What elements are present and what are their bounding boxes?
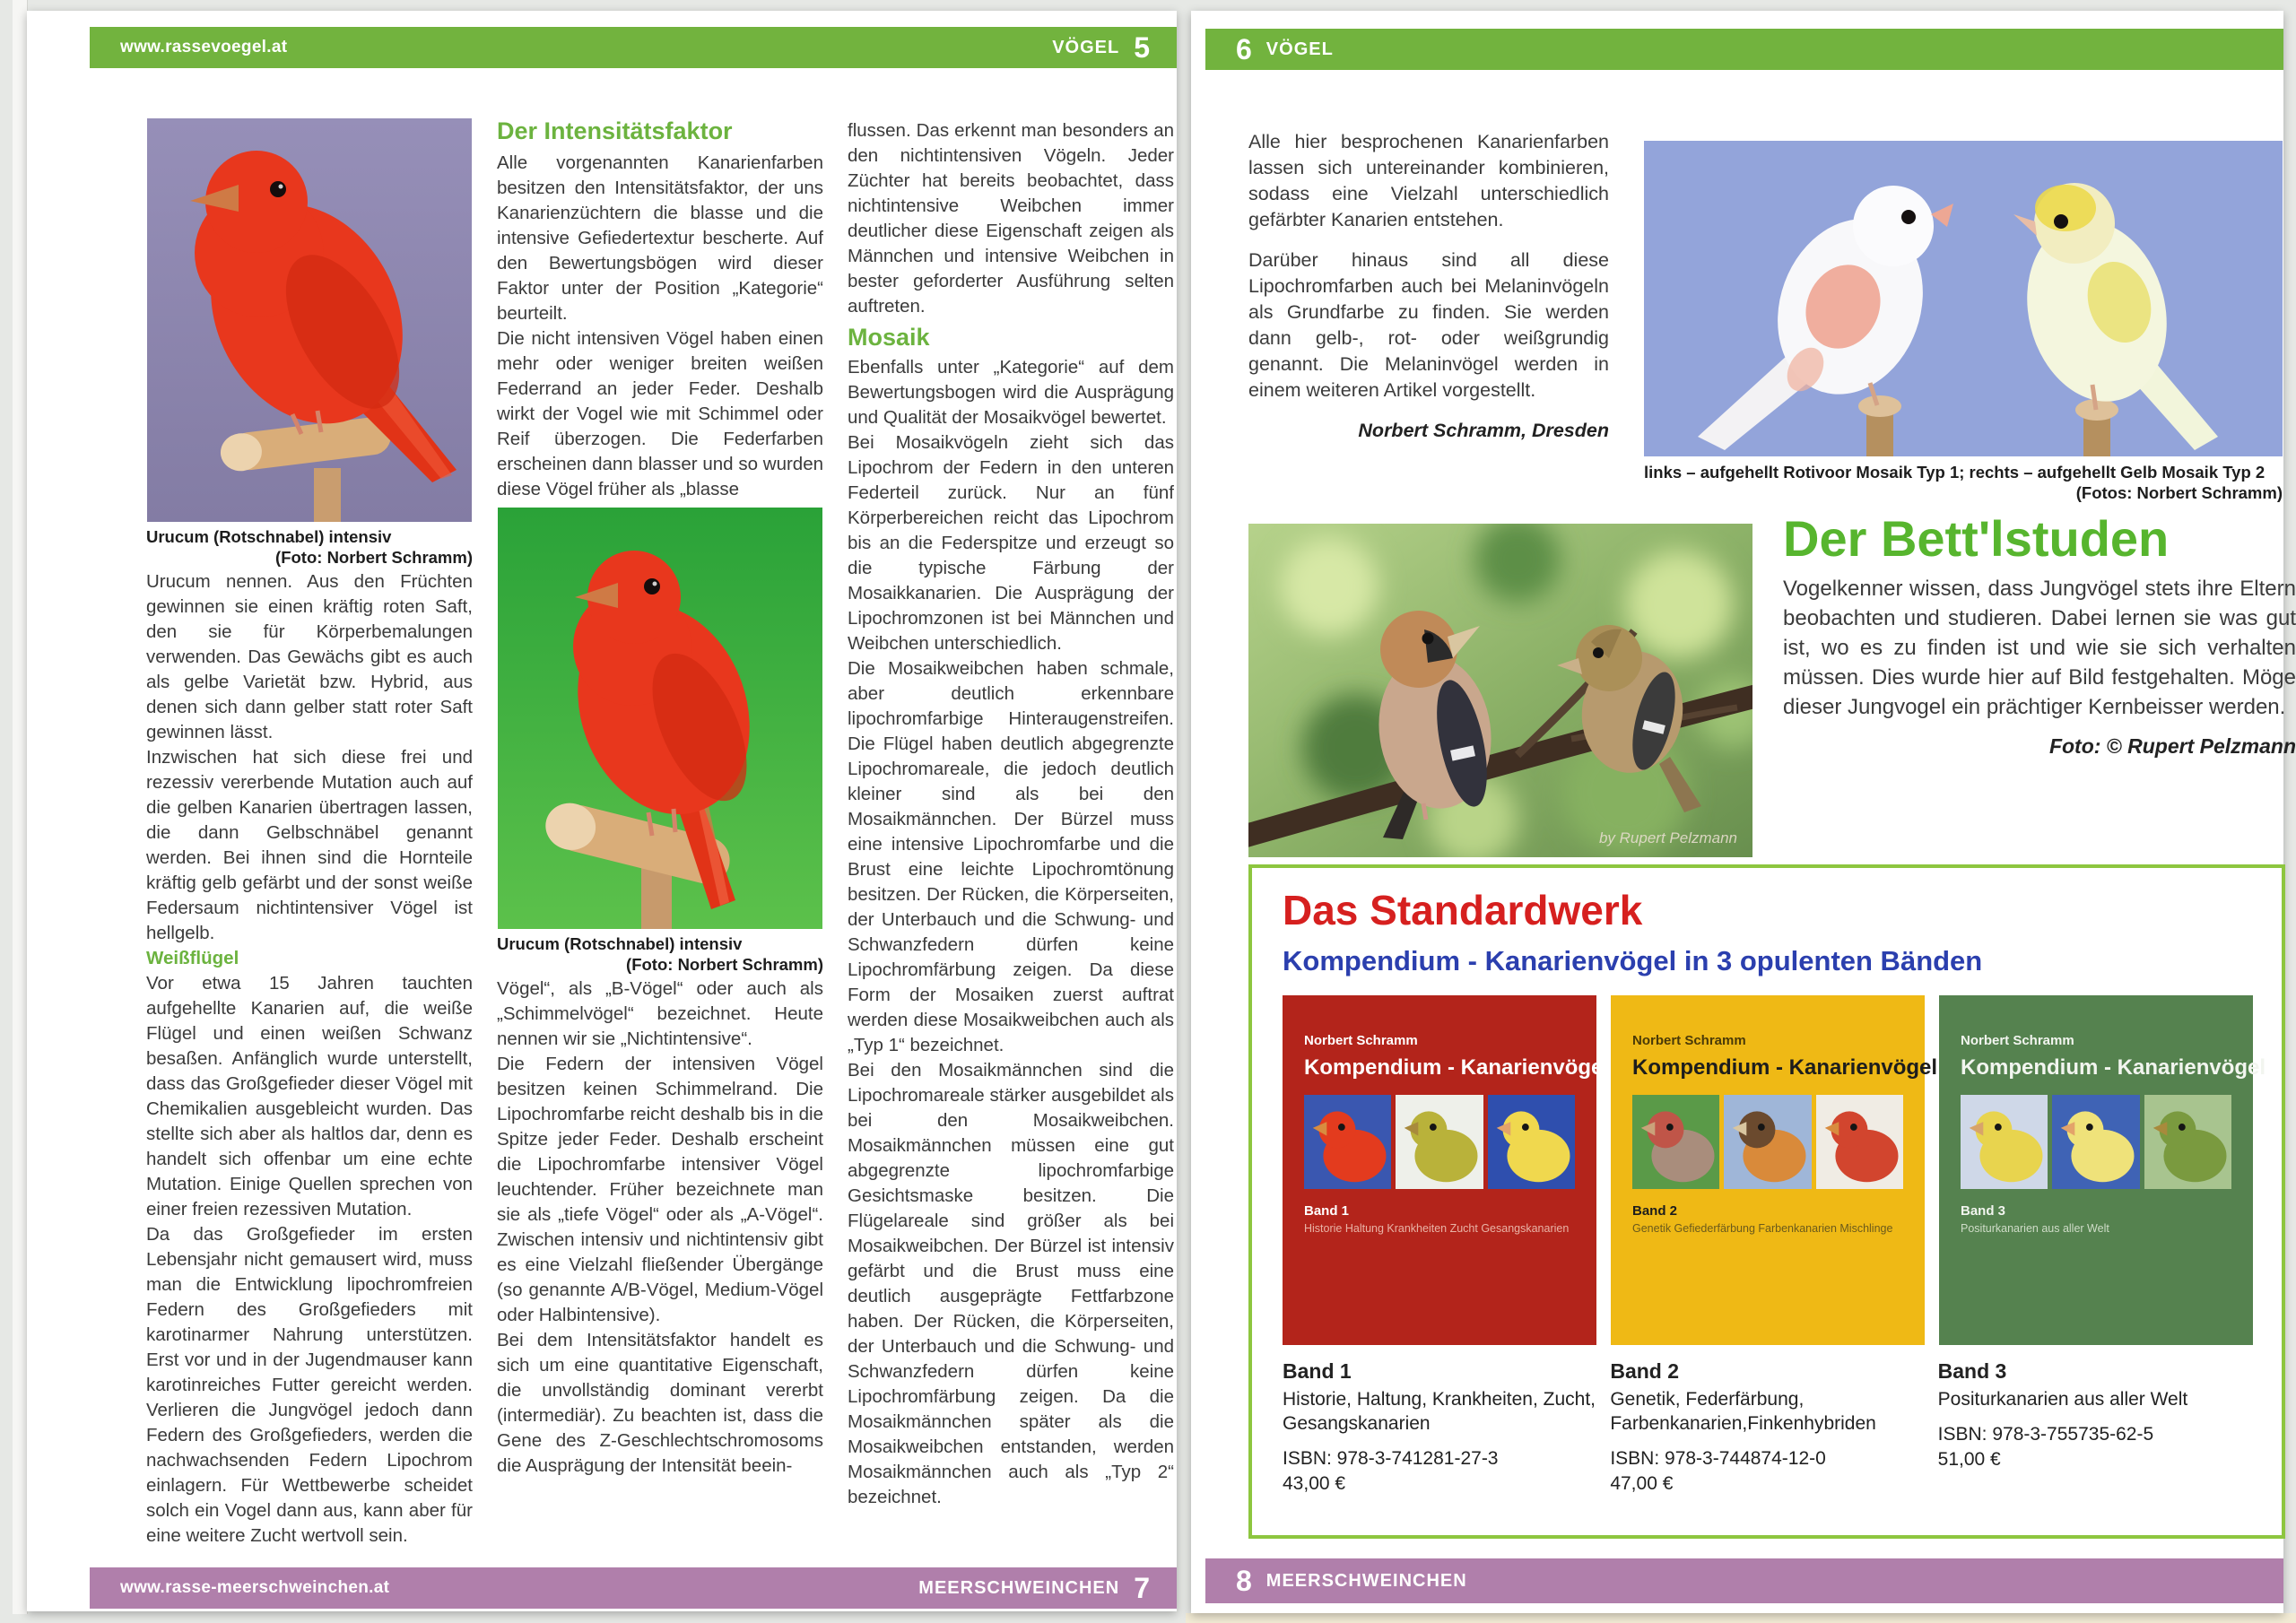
photo2-caption — [497, 933, 823, 975]
photo-credit: Foto: © Rupert Pelzmann — [2048, 734, 2296, 758]
bettlstuden-article — [1783, 510, 2296, 759]
page-number-6: 6 — [1236, 32, 1252, 65]
cover-band-subtitle: Positurkanarien aus aller Welt — [1961, 1222, 2109, 1235]
body-paragraph: Alle vorgenannten Kanarienfarben besitzen den Intensitätsfaktor, der uns Kanarienzüchtern die blasse und die intensive Gefiedertextur bescherte. Auf den Bewertungsbögen wird dieser Faktor unter der Position „Kategorie“ beurteilt. — [497, 152, 823, 324]
cover-author: Norbert Schramm — [1304, 1033, 1418, 1048]
band-isbn: ISBN: 978-3-741281-27-3 — [1283, 1448, 1499, 1469]
column-2 — [497, 118, 823, 1549]
body-paragraph: Urucum nennen. Aus den Früchten gewinnen sie einen kräftig roten Saft, den sie für Körperbemalungen verwenden. Das Gewächs gibt es auch als gelbe Varietät bzw. Hybrid, aus denen sich dann gelber statt roter Saft gewinnen lässt. — [146, 571, 473, 742]
cover-band-label: Band 3 — [1961, 1203, 2006, 1219]
heading-bettlstuden: Der Bett'lstuden — [1783, 510, 2170, 567]
header-section-right: VÖGEL — [1265, 39, 1334, 59]
band-description: Genetik, Federfärbung, Farbenkanarien,Finkenhybriden — [1610, 1389, 1876, 1434]
column-1 — [146, 118, 473, 1549]
cover-author: Norbert Schramm — [1961, 1033, 2074, 1048]
photo-watermark: by Rupert Pelzmann — [1598, 829, 1737, 846]
band-isbn: ISBN: 978-3-744874-12-0 — [1610, 1448, 1826, 1469]
mosaik-photo-block — [1644, 141, 2283, 503]
header-bar-left — [90, 27, 1177, 68]
footer-url-left: www.rasse-meerschweinchen.at — [120, 1578, 390, 1597]
mosaik-caption-line1: links – aufgehellt Rotivoor Mosaik Typ 1; rechts – aufgehellt Gelb Mosaik Typ 2 — [1644, 463, 2266, 482]
cover-band-subtitle: Genetik Gefiederfärbung Farbenkanarien Mischlinge — [1632, 1222, 1893, 1235]
book-covers-row — [1283, 995, 2266, 1345]
header-bar-right — [1205, 29, 2283, 70]
photo1-caption-line1: Urucum (Rotschnabel) intensiv — [146, 527, 392, 546]
body-paragraph: Da das Großgefieder im ersten Lebensjahr nicht gemausert wird, muss man die Entwicklung lipochromfreien Federn des Großgefieders mit karotinarmer Nahrung unterstützen. Erst vor und in der Jugendmauser kann karotinreiches Futter gereicht werden. Verlieren die Jungvögel jedoch dann Federn des Großgefieders, werden die nachwachsenden Federn Lipochrom einlagern. Für Wettbewerbe scheidet solch ein Vogel dann aus, kann aber für eine weitere Zucht wertvoll sein. — [146, 1224, 473, 1546]
photo2-caption-line1: Urucum (Rotschnabel) intensiv — [497, 934, 743, 953]
body-paragraph: Bei Mosaikvögeln zieht sich das Lipochrom der Federn in den unteren Federteil zurück. Nur an fünf Körperbereichen reicht das Lipochrom bis an die Federspitze und erzeugt so die typische Färbung der Mosaikkanarien. Die Ausprägung der Lipochromzonen ist bei Männchen und Weibchen unterschiedlich. — [848, 432, 1174, 654]
photo2-caption-credit: (Foto: Norbert Schramm) — [626, 955, 823, 974]
page-right — [1191, 11, 2296, 1613]
page-left — [27, 11, 1177, 1611]
page-number-7: 7 — [1134, 1571, 1150, 1604]
body-paragraph: Inzwischen hat sich diese frei und rezessiv vererbende Mutation auch auf die gelben Kanarien übertragen lassen, die dann Gelbschnäbel genannt werden. Bei ihnen sind die Hornteile kräftig gelb gefärbt und der sonst weiße Federsaum nichtintensiver Vögel ist hellgelb. — [146, 747, 473, 943]
band-isbn: ISBN: 978-3-755735-62-5 — [1937, 1424, 2154, 1445]
footer-bar-right — [1205, 1558, 2283, 1603]
cover-band-subtitle: Historie Haltung Krankheiten Zucht Gesangskanarien — [1304, 1222, 1570, 1235]
book-details-row — [1283, 1359, 2251, 1495]
band-description: Positurkanarien aus aller Welt — [1937, 1389, 2188, 1410]
footer-section-right: MEERSCHWEINCHEN — [1265, 1570, 1467, 1591]
standardwerk-ad-box — [1248, 864, 2285, 1539]
cover-title: Kompendium - Kanarienvögel — [1961, 1055, 2266, 1080]
red-canary-photo-green — [497, 508, 823, 929]
book-detail-band3 — [1938, 1359, 2251, 1495]
cover-bird-images — [1304, 1095, 1575, 1189]
column-3 — [848, 118, 1174, 1549]
mosaik-caption-credit: (Fotos: Norbert Schramm) — [2075, 483, 2283, 502]
book-cover-band3 — [1939, 995, 2266, 1345]
body-paragraph: flussen. Das erkennt man besonders an den nichtintensiven Vögeln. Jeder Züchter hat bereits beobachtet, dass nichtintensive Weibchen immer deutlicher diese Eigenschaft zeigen als Männchen und intensive Weibchen in bester geforderter Ausführung selten auftreten. — [848, 120, 1174, 317]
photo1-caption-credit: (Foto: Norbert Schramm) — [275, 548, 473, 567]
band-price: 47,00 € — [1610, 1473, 1674, 1494]
subhead-mosaik: Mosaik — [848, 324, 930, 351]
band-label: Band 2 — [1610, 1359, 1680, 1383]
cover-bird-images — [1632, 1095, 1903, 1189]
scanned-page-edge — [13, 0, 28, 1614]
body-paragraph: Bei dem Intensitätsfaktor handelt es sich um eine quantitative Eigenschaft, die unvollständig dominant vererbt (intermediär). Zu beachten ist, dass die Gene des Z-Geschlechtschromosoms die Ausprägung der Intensität beein- — [497, 1330, 823, 1476]
body-paragraph: Vogelkenner wissen, dass Jungvögel stets ihre Eltern beobachten und studieren. Dabei lernen sie was gut ist, wo es zu finden ist und wie sie sich verhalten müssen. Dies wurde hier auf Bild festgehalten. Möge dieser Jungvogel ein prächtiger Kernbeisser werden. — [1783, 577, 2296, 719]
scanned-paper-strip — [1186, 1613, 2296, 1623]
body-paragraph: Die Mosaikweibchen haben schmale, aber deutlich erkennbare lipochromfarbige Hinteraugenstreifen. Die Flügel haben deutlich abgegrenzte Lipochromareale, die jedoch deutlich kleiner sind als bei den Mosaikmännchen. Der Bürzel muss eine intensive Lipochromfarbe und die Brust eine leichte Lipochromtönung besitzen. Der Rücken, die Körperseiten, der Unterbauch und die Schwung- und Schwanzfedern dürfen keine Lipochromfärbung zeigen. Da diese Form der Mosaiken zuerst auftrat werden diese Mosaikweibchen auch als „Typ 1“ bezeichnet. — [848, 658, 1174, 1055]
photo1-caption — [146, 526, 473, 568]
band-label: Band 3 — [1937, 1359, 2007, 1383]
cover-band-label: Band 2 — [1632, 1203, 1678, 1219]
band-price: 51,00 € — [1937, 1449, 2001, 1470]
cover-bird-images — [1961, 1095, 2231, 1189]
article-columns — [146, 118, 1174, 1549]
body-paragraph: Bei den Mosaikmännchen sind die Lipochromareale stärker ausgebildet als bei den Mosaikweibchen. Mosaikmännchen müssen eine gut abgegrenzte lipochromfarbige Gesichtsmaske besitzen. Die Flügelareale sind größer als bei Mosaikweibchen. Der Bürzel ist intensiv gefärbt und die Brust muss eine deutlich ausgeprägte Fettfarbzone haben. Der Rücken, die Körperseiten, der Unterbauch und die Schwung- und Schwanzfedern dürfen keine Lipochromfärbung zeigen. Da die Mosaikmännchen später als die Mosaikweibchen entstanden, werden Mosaikmännchen auch als „Typ 2“ bezeichnet. — [848, 1060, 1174, 1507]
footer-bar-left — [90, 1567, 1177, 1609]
author-byline: Norbert Schramm, Dresden — [1358, 420, 1609, 441]
heading-intensitaetsfaktor: Der Intensitätsfaktor — [497, 117, 733, 144]
book-detail-band1 — [1283, 1359, 1596, 1495]
subhead-weissfluegel: Weißflügel — [146, 948, 239, 968]
header-url-left: www.rassevoegel.at — [120, 38, 288, 56]
body-paragraph: Ebenfalls unter „Kategorie“ auf dem Bewertungsbogen wird die Ausprägung und Qualität der Mosaikvögel bewertet. — [848, 357, 1174, 428]
book-cover-band1 — [1283, 995, 1610, 1345]
band-label: Band 1 — [1283, 1359, 1352, 1383]
mosaik-canaries-photo — [1644, 141, 2283, 456]
book-detail-band2 — [1610, 1359, 1923, 1495]
ad-subtitle: Kompendium - Kanarienvögel in 3 opulenten Bänden — [1283, 945, 1983, 976]
header-section-left: VÖGEL — [1052, 37, 1120, 57]
cover-title: Kompendium - Kanarienvögel — [1632, 1055, 1938, 1080]
ad-title: Das Standardwerk — [1283, 887, 1643, 933]
page-number-5: 5 — [1134, 30, 1150, 64]
body-paragraph: Vor etwa 15 Jahren tauchten aufgehellte Kanarien auf, die weiße Flügel und einen weißen Schwanz besaßen. Anfänglich wurde unterstellt, dass das Großgefieder dieser Vögel mit Chemikalien ausgebleicht wurden. Das stellte sich aber als haltlos dar, denn es handelt sich offenbar um eine echte Mutation. Einige Quellen sprechen von einer freien rezessiven Mutation. — [146, 973, 473, 1219]
band-price: 43,00 € — [1283, 1473, 1346, 1494]
body-paragraph: Die Federn der intensiven Vögel besitzen keinen Schimmelrand. Die Lipochromfarbe reicht deshalb bis in die Spitze jeder Feder. Deshalb erscheint die Lipochromfarbe intensiver Vögel leuchtender. Früher bezeichnete man sie als „tiefe Vögel“ oder als „A-Vögel“. Zwischen intensiv und nichtintensiv gibt es eine Vielzahl fließender Übergänge (so genannte A/B-Vögel, Medium-Vögel oder Halbintensive). — [497, 1054, 823, 1325]
intro-text-block — [1248, 129, 1609, 444]
book-cover-band2 — [1611, 995, 1938, 1345]
mosaik-photo-caption — [1644, 462, 2283, 503]
cover-author: Norbert Schramm — [1632, 1033, 1746, 1048]
cover-band-label: Band 1 — [1304, 1203, 1350, 1219]
body-paragraph: Die nicht intensiven Vögel haben einen mehr oder weniger breiten weißen Federrand an jeder Feder. Deshalb wirkt der Vogel wie mit Schimmel oder Reif überzogen. Die Federfarben erscheinen dann blasser und so wurden diese Vögel früher als „blasse — [497, 328, 823, 499]
cover-title: Kompendium - Kanarienvögel — [1304, 1055, 1610, 1080]
footer-section-left: MEERSCHWEINCHEN — [918, 1577, 1120, 1598]
body-paragraph: Vögel“, als „B-Vögel“ oder auch als „Schimmelvögel“ bezeichnet. Heute nennen wir sie „Nichtintensive“. — [497, 978, 823, 1049]
red-canary-photo-purple — [146, 118, 473, 522]
body-paragraph: Darüber hinaus sind all diese Lipochromfarben auch bei Melaninvögeln als Grundfarbe zu finden. Sie werden dann gelb-, rot- oder weißgrundig genannt. Die Melaninvögel werden in einem weiteren Artikel vorgestellt. — [1248, 249, 1609, 401]
page-number-8: 8 — [1236, 1564, 1252, 1597]
body-paragraph: Alle hier besprochenen Kanarienfarben lassen sich untereinander kombinieren, sodass eine Vielzahl unterschiedlich gefärbter Kanarien entstehen. — [1248, 131, 1609, 230]
band-description: Historie, Haltung, Krankheiten, Zucht, Gesangskanarien — [1283, 1389, 1596, 1434]
hawfinch-photo — [1248, 524, 1752, 857]
